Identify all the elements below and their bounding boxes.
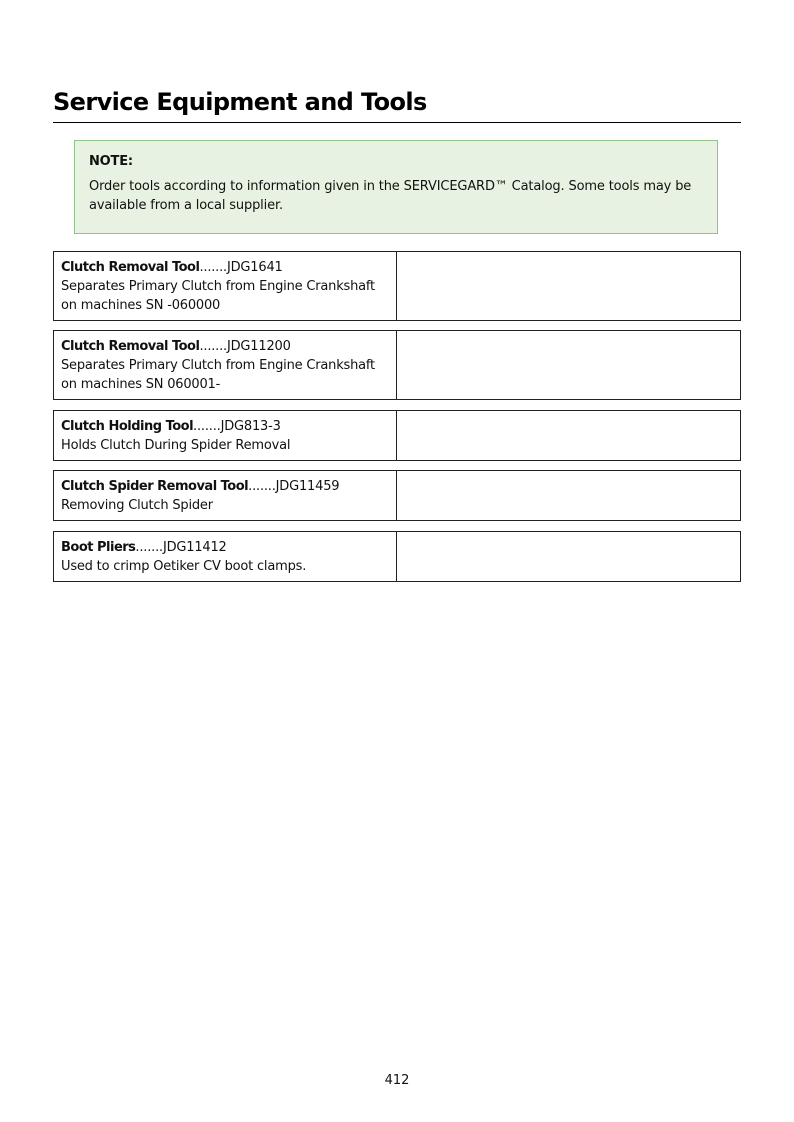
tool-description-line: Holds Clutch During Spider Removal bbox=[61, 438, 291, 453]
tool-description-line: Removing Clutch Spider bbox=[61, 498, 213, 513]
tool-name: Clutch Removal Tool bbox=[61, 339, 200, 354]
tool-heading bbox=[61, 258, 396, 277]
tool-heading bbox=[61, 417, 396, 436]
tool-description-line: on machines SN -060000 bbox=[61, 298, 221, 313]
tool-table bbox=[53, 470, 741, 521]
note-text: Order tools according to information given in the SERVICEGARD™ Catalog. Some tools may be available from a local supplier. bbox=[89, 179, 692, 213]
tool-image-cell bbox=[397, 411, 740, 460]
tool-image-cell bbox=[397, 471, 740, 520]
tool-table bbox=[53, 531, 741, 582]
tool-name: Clutch Spider Removal Tool bbox=[61, 479, 249, 494]
tool-image-cell bbox=[397, 532, 740, 581]
tool-image-cell bbox=[397, 252, 740, 320]
tool-image-cell bbox=[397, 331, 740, 399]
tool-description-cell bbox=[54, 411, 397, 460]
tool-part-number: JDG1641 bbox=[226, 260, 283, 275]
tool-description-cell bbox=[54, 471, 397, 520]
tool-leader-dots: ....... bbox=[199, 260, 227, 275]
page-number: 412 bbox=[384, 1073, 410, 1088]
tool-description-line: on machines SN 060001- bbox=[61, 377, 221, 392]
tool-name: Clutch Removal Tool bbox=[61, 260, 200, 275]
tool-description-cell bbox=[54, 331, 397, 399]
tool-table bbox=[53, 410, 741, 461]
tool-leader-dots: ....... bbox=[135, 540, 163, 555]
tool-part-number: JDG11459 bbox=[275, 479, 340, 494]
tool-part-number: JDG11412 bbox=[162, 540, 227, 555]
tool-heading bbox=[61, 337, 396, 356]
tool-description-line: Separates Primary Clutch from Engine Crankshaft bbox=[61, 279, 375, 294]
tool-leader-dots: ....... bbox=[193, 419, 221, 434]
tool-name: Clutch Holding Tool bbox=[61, 419, 194, 434]
note-box bbox=[74, 140, 718, 234]
tool-description-line: Separates Primary Clutch from Engine Crankshaft bbox=[61, 358, 375, 373]
tool-leader-dots: ....... bbox=[199, 339, 227, 354]
tool-heading bbox=[61, 538, 396, 557]
tool-description-cell bbox=[54, 252, 397, 320]
tool-name: Boot Pliers bbox=[61, 540, 136, 555]
page-title: Service Equipment and Tools bbox=[53, 88, 427, 116]
title-divider bbox=[53, 122, 741, 123]
tool-table bbox=[53, 330, 741, 400]
tool-heading bbox=[61, 477, 396, 496]
tool-part-number: JDG11200 bbox=[226, 339, 291, 354]
tool-description-cell bbox=[54, 532, 397, 581]
note-title: NOTE: bbox=[89, 154, 133, 169]
tool-leader-dots: ....... bbox=[248, 479, 276, 494]
tool-description-line: Used to crimp Oetiker CV boot clamps. bbox=[61, 559, 307, 574]
tool-part-number: JDG813-3 bbox=[220, 419, 281, 434]
tool-table bbox=[53, 251, 741, 321]
